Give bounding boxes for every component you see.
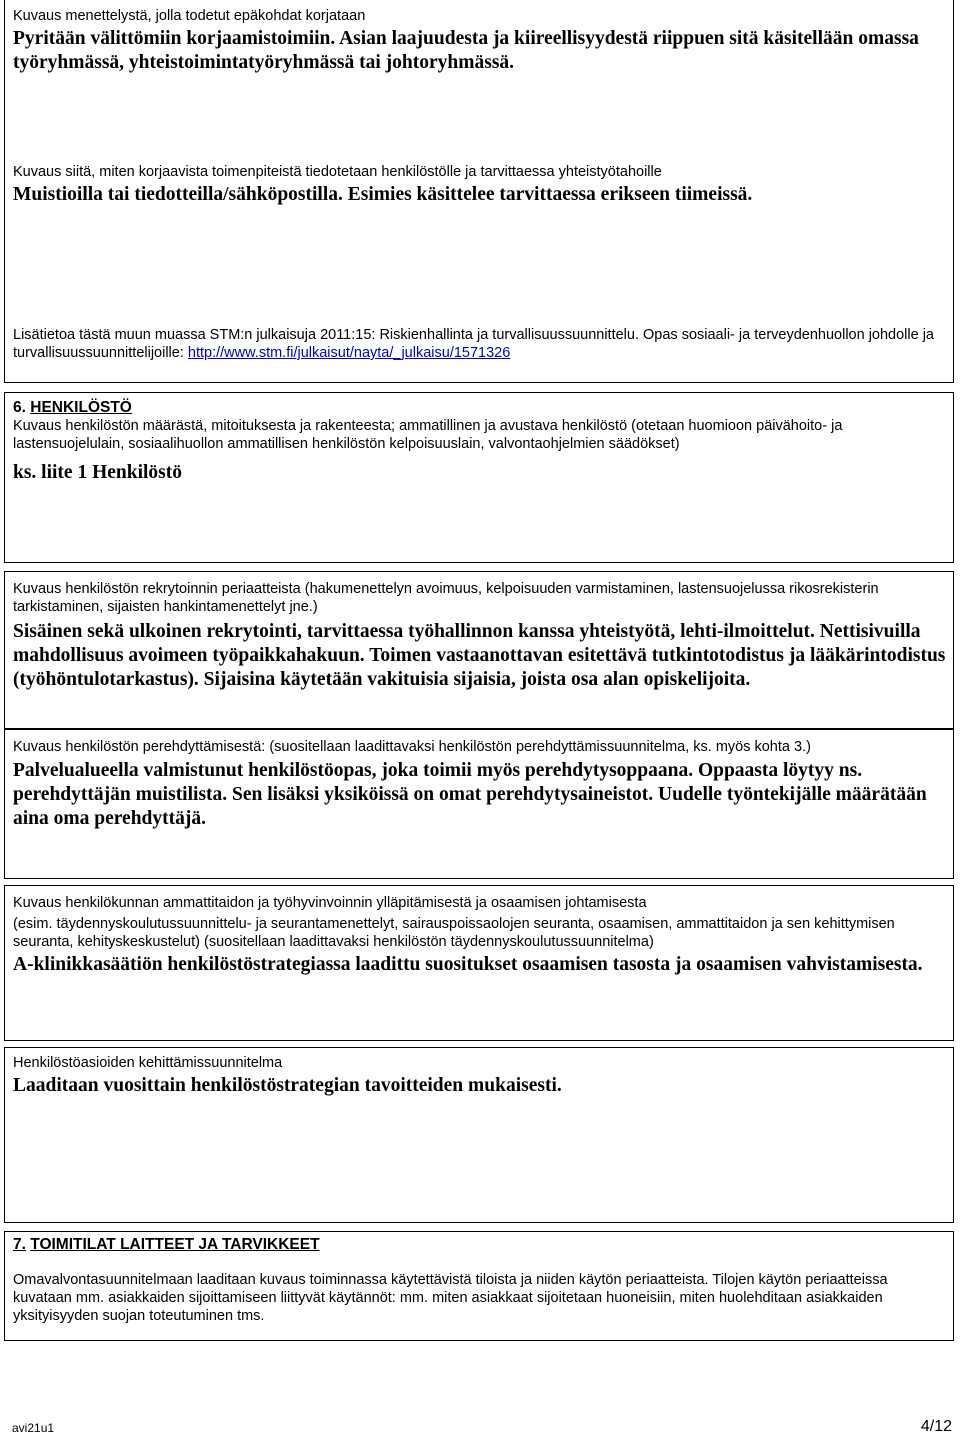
recruitment-label: Kuvaus henkilöstön rekrytoinnin periaatteista (hakumenettelyn avoimuus, kelpoisuuden varmistaminen, lastensuojelussa rikosrekisterin tarkistaminen, sijaisten hankintamenettelyt jne.)	[13, 581, 879, 615]
section-6-number: 6.	[13, 399, 26, 416]
section-7-number: 7.	[13, 1236, 26, 1253]
staff-structure-answer: ks. liite 1 Henkilöstö	[13, 462, 183, 483]
additional-info-text	[13, 326, 947, 362]
section-7-heading	[13, 1236, 947, 1254]
corrective-procedure-box	[4, 0, 954, 383]
premises-section-box	[4, 1231, 954, 1341]
development-plan-answer: Laaditaan vuosittain henkilöstöstrategian tavoitteiden mukaisesti.	[13, 1075, 562, 1096]
section-6-heading	[13, 399, 947, 417]
corrective-info-label: Kuvaus siitä, miten korjaavista toimenpiteistä tiedotetaan henkilöstölle ja tarvittaessa yhteistyötahoille	[13, 164, 662, 180]
recruitment-box	[4, 571, 954, 729]
staff-structure-label: Kuvaus henkilöstön määrästä, mitoituksesta ja rakenteesta; ammatillinen ja avustava henkilöstö (otetaan huomioon päivähoito- ja lastensuojelulain, sosiaalihuollon ammatillisen henkilöstön kelpoisuuslain, valvontaohjelmien säädökset)	[13, 418, 843, 452]
premises-description: Omavalvontasuunnitelmaan laaditaan kuvaus toiminnassa käytettävistä tiloista ja niiden käytön periaatteista. Tilojen käytön periaatteissa kuvataan mm. asiakkaiden sijoittamiseen liittyvät käytännöt: mm. miten asiakkaat sijoitetaan huoneisiin, miten huolehditaan asiakkaiden yksityisyyden suojan toteutuminen tms.	[13, 1272, 888, 1324]
competence-label-details: (esim. täydennyskoulutussuunnittelu- ja seurantamenettelyt, sairauspoissaolojen seuranta, osaamisen, ammattitaidon ja sen kehittymisen seuranta, kehityskeskustelut) (suositellaan laadittavaksi henkilöstön täydennyskoulutussuunnitelma)	[13, 916, 895, 950]
section-7-title: TOIMITILAT LAITTEET JA TARVIKKEET	[30, 1236, 320, 1253]
corrective-info-answer: Muistioilla tai tiedotteilla/sähköpostilla. Esimies käsittelee tarvittaessa erikseen tiimeissä.	[13, 184, 753, 205]
orientation-label: Kuvaus henkilöstön perehdyttämisestä: (suositellaan laadittavaksi henkilöstön perehdyttämissuunnitelma, ks. myös kohta 3.)	[13, 739, 811, 755]
development-plan-label: Henkilöstöasioiden kehittämissuunnitelma	[13, 1055, 283, 1071]
staff-section-box	[4, 392, 954, 563]
competence-label: Kuvaus henkilökunnan ammattitaidon ja työhyvinvoinnin ylläpitämisestä ja osaamisen johtamisesta	[13, 895, 647, 911]
recruitment-answer: Sisäinen sekä ulkoinen rekrytointi, tarvittaessa työhallinnon kanssa yhteistyötä, lehti-ilmoittelut. Nettisivuilla mahdollisuus avoimeen työpaikkahakuun. Toimen vastaanottavan esitettävä tutkintotodistus ja lääkärintodistus (työhöntulotarkastus). Sijaisina käytetään vakituisia sijaisia, joista osa alan opiskelijoita.	[13, 621, 946, 690]
orientation-box	[4, 729, 954, 879]
development-plan-box	[4, 1047, 954, 1223]
orientation-answer: Palvelualueella valmistunut henkilöstöopas, joka toimii myös perehdytysoppaana. Oppaasta löytyy ns. perehdyttäjän muistilista. Sen lisäksi yksiköissä on omat perehdytysaineistot. Uudelle työntekijälle määrätään aina oma perehdyttäjä.	[13, 760, 927, 829]
page-number: 4/12	[920, 1418, 952, 1435]
additional-info-body: Lisätietoa tästä muun muassa STM:n julkaisuja 2011:15: Riskienhallinta ja turvallisuussuunnittelu. Opas sosiaali- ja terveydenhuollon johdolle ja turvallisuussuunnittelijoille:	[13, 327, 934, 361]
corrective-procedure-label: Kuvaus menettelystä, jolla todetut epäkohdat korjataan	[13, 8, 366, 24]
competence-box	[4, 885, 954, 1041]
stm-publication-link[interactable]: http://www.stm.fi/julkaisut/nayta/_julkaisu/1571326	[187, 345, 511, 361]
competence-answer: A-klinikkasäätiön henkilöstöstrategiassa laadittu suositukset osaamisen tasosta ja osaamisen vahvistamisesta.	[13, 954, 923, 975]
section-6-title: HENKILÖSTÖ	[30, 399, 132, 416]
corrective-procedure-answer: Pyritään välittömiin korjaamistoimiin. Asian laajuudesta ja kiireellisyydestä riippuen sitä käsitellään omassa työryhmässä, yhteistoimintatyöryhmässä tai johtoryhmässä.	[13, 28, 919, 73]
form-code: avi21u1	[12, 1421, 55, 1435]
